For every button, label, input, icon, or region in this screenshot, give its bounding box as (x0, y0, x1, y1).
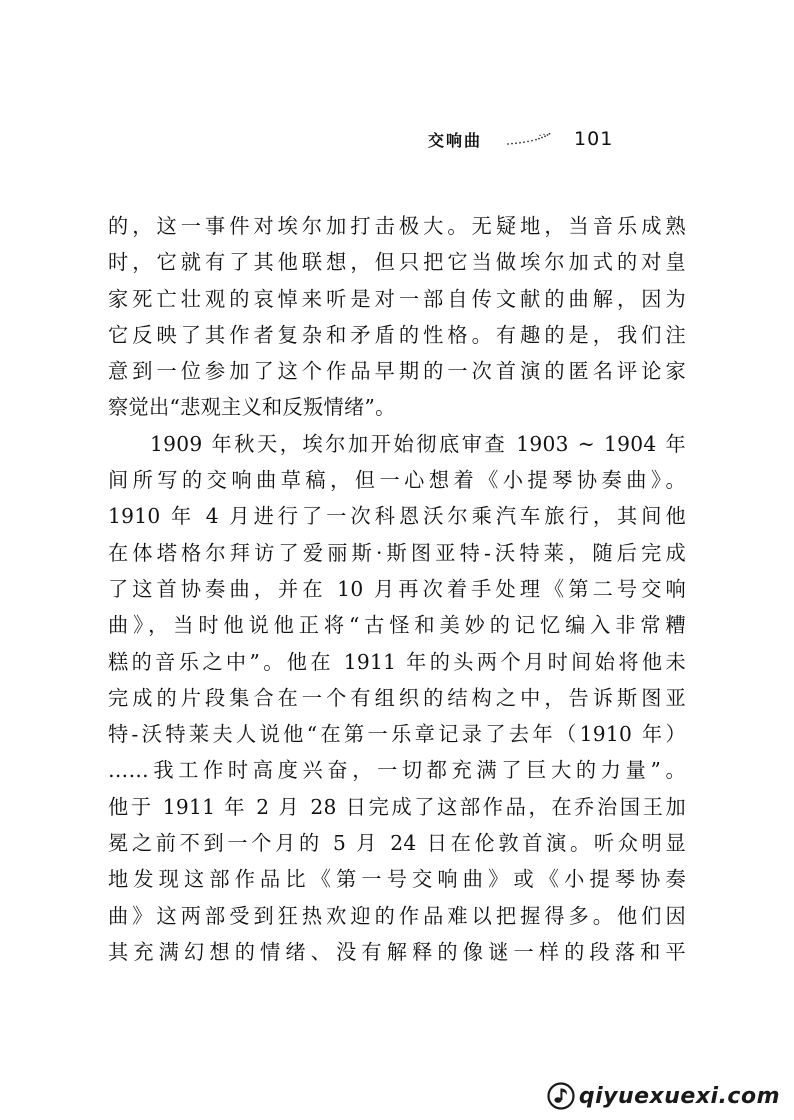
text-line: 家死亡壮观的哀悼来听是对一部自传文献的曲解，因为 (108, 286, 686, 311)
body-text (108, 208, 686, 970)
text-line: 糕的音乐之中”。他在 1911 年的头两个月时间始将他未 (108, 649, 686, 674)
text-line: ……我工作时高度兴奋，一切都充满了巨大的力量”。 (108, 758, 686, 783)
text-line: 1909 年秋天，埃尔加开始彻底审查 1903 ~ 1904 年 (150, 431, 686, 456)
text-line: 曲》，当时他说他正将“古怪和美妙的记忆编入非常糟 (108, 613, 686, 638)
music-note-logo-icon (547, 1082, 575, 1110)
site-watermark (547, 1082, 780, 1110)
text-line: 它反映了其作者复杂和矛盾的性格。有趣的是，我们注 (108, 322, 686, 347)
paragraph (108, 426, 686, 970)
text-line: 完成的片段集合在一个有组织的结构之中，告诉斯图亚 (108, 685, 686, 710)
text-line: 他于 1911 年 2 月 28 日完成了这部作品，在乔治国王加 (108, 794, 686, 819)
text-line: 冕之前不到一个月的 5 月 24 日在伦敦首演。听众明显 (108, 831, 686, 856)
page-number: 101 (574, 128, 614, 150)
dotted-ornament-icon (506, 132, 552, 146)
text-line: 察觉出“悲观主义和反叛情绪”。 (108, 395, 396, 420)
text-line: 的，这一事件对埃尔加打击极大。无疑地，当音乐成熟 (108, 214, 686, 238)
text-line: 间所写的交响曲草稿，但一心想着《小提琴协奏曲》。 (108, 468, 686, 493)
text-line: 意到一位参加了这个作品早期的一次首演的匿名评论家 (108, 359, 686, 384)
text-line: 地发现这部作品比《第一号交响曲》或《小提琴协奏 (108, 867, 686, 892)
text-line: 在体塔格尔拜访了爱丽斯·斯图亚特-沃特莱，随后完成 (108, 540, 686, 565)
text-line: 1910 年 4 月进行了一次科恩沃尔乘汽车旅行，其间他 (108, 504, 686, 529)
text-line: 特-沃特莱夫人说他“在第一乐章记录了去年（1910 年） (108, 722, 686, 747)
text-line: 曲》这两部受到狂热欢迎的作品难以把握得多。他们因 (108, 903, 686, 928)
running-title: 交响曲 (428, 130, 483, 150)
text-line: 时，它就有了其他联想，但只把它当做埃尔加式的对皇 (108, 250, 686, 275)
text-line: 了这首协奏曲，并在 10 月再次着手处理《第二号交响 (108, 576, 686, 601)
watermark-text: qiyuexuexi.com (578, 1083, 780, 1109)
paragraph (108, 208, 686, 426)
text-line: 其充满幻想的情绪、没有解释的像谜一样的段落和平 (108, 939, 686, 964)
running-header (428, 126, 613, 152)
